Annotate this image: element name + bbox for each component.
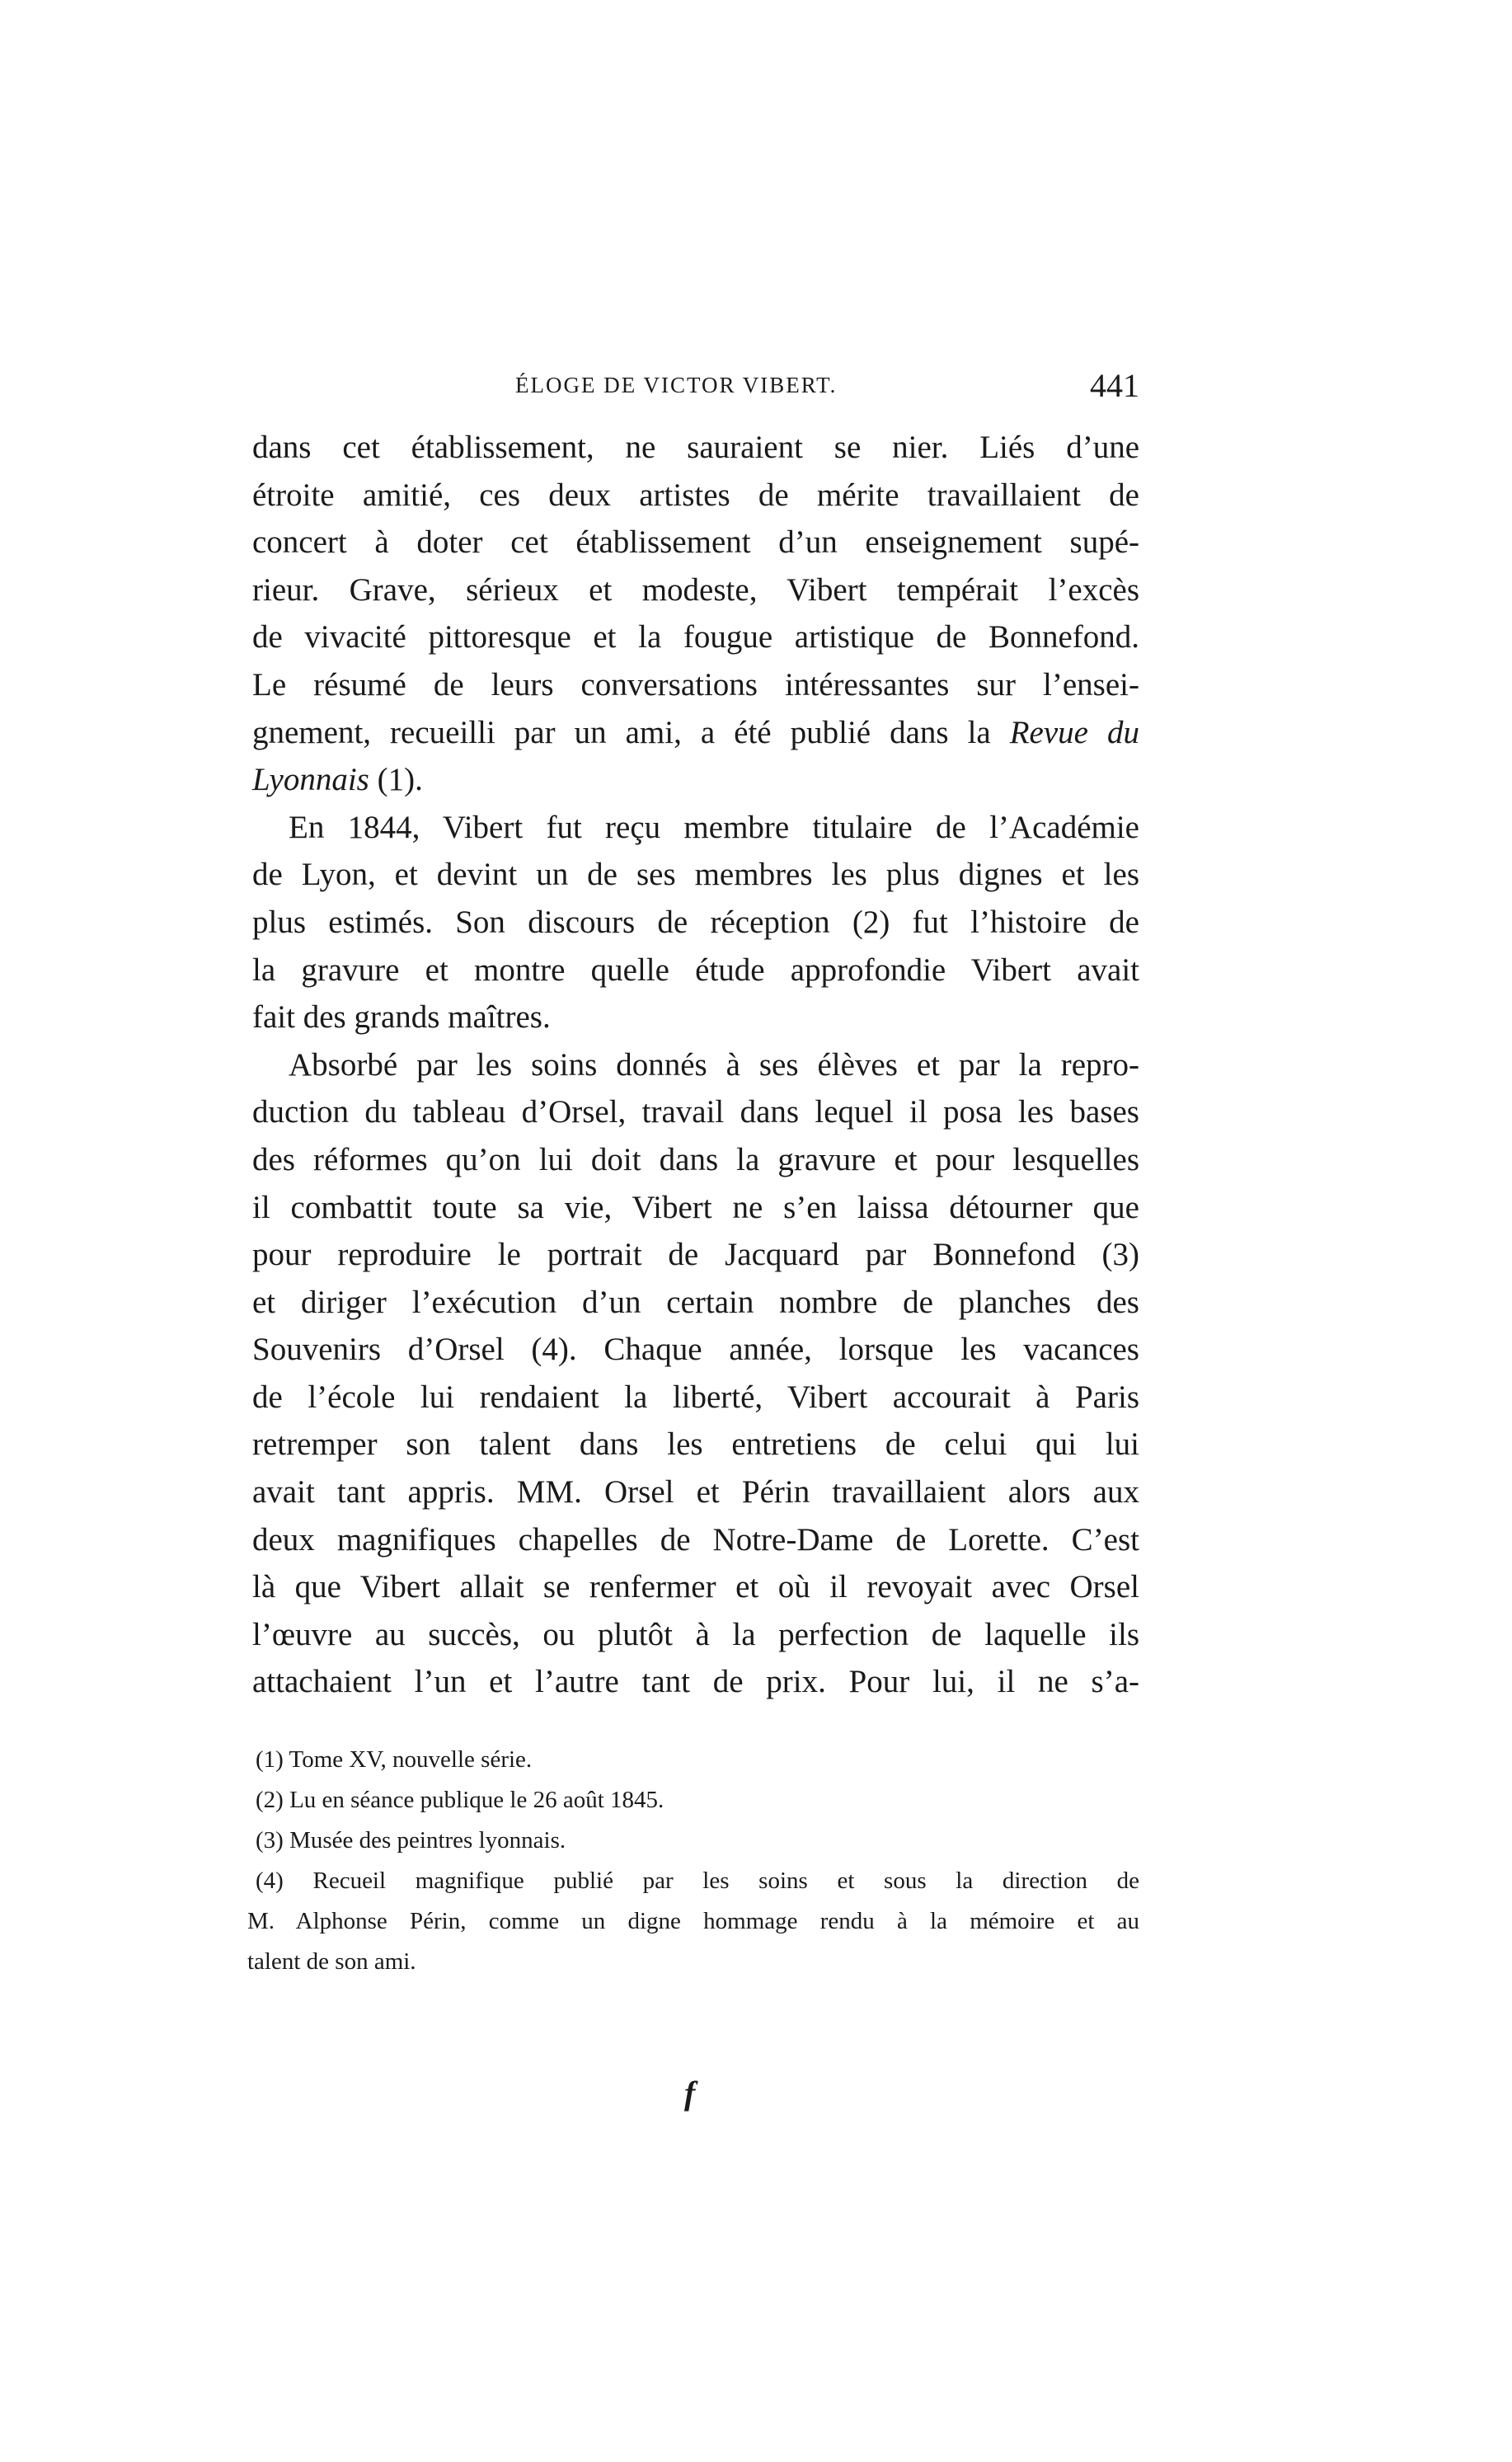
text-line [252, 1468, 1139, 1516]
text-segment: fait des grands maîtres. [252, 999, 551, 1036]
text-line [252, 994, 1139, 1041]
italic-title: Lyonnais [252, 762, 369, 798]
footnotes [247, 1740, 1139, 1982]
text-line [252, 899, 1139, 947]
stray-ink-mark: f [684, 2074, 696, 2112]
text-line [252, 1041, 1139, 1089]
text-segment: là que Vibert allait se renfermer et où il revoyait avec Orsel [252, 1569, 1139, 1605]
footnote-line: (1) Tome XV, nouvelle série. [256, 1746, 533, 1773]
text-segment: plus estimés. Son discours de réception (2) fut l’histoire de [252, 904, 1139, 940]
text-line [252, 1136, 1139, 1184]
text-line [252, 851, 1139, 899]
footnote-line: (4) Recueil magnifique publié par les soins et sous la direction de [256, 1868, 1139, 1894]
text-line [252, 709, 1139, 757]
text-line [252, 1374, 1139, 1421]
text-segment: de Lyon, et devint un de ses membres les plus dignes et les [252, 857, 1139, 893]
italic-title: Revue du [1009, 714, 1139, 750]
body-text [252, 424, 1139, 1706]
text-line [252, 613, 1139, 661]
text-segment: concert à doter cet établissement d’un enseignement supé- [252, 524, 1139, 561]
text-line [252, 1563, 1139, 1611]
text-segment: attachaient l’un et l’autre tant de prix. Pour lui, il ne s’a- [252, 1664, 1139, 1700]
text-segment: avait tant appris. MM. Orsel et Périn travaillaient alors aux [252, 1474, 1139, 1511]
text-line [252, 519, 1139, 566]
text-line [252, 804, 1139, 852]
text-segment: (1). [369, 762, 423, 798]
text-line [252, 1611, 1139, 1659]
text-line [252, 1658, 1139, 1706]
text-segment: la gravure et montre quelle étude approfondie Vibert avait [252, 951, 1139, 988]
footnote-line: (3) Musée des peintres lyonnais. [256, 1827, 566, 1854]
text-line [252, 947, 1139, 994]
footnote-line: talent de son ami. [247, 1948, 416, 1975]
footnote-line: (2) Lu en séance publique le 26 août 1845. [256, 1787, 664, 1813]
text-segment: gnement, recueilli par un ami, a été publié dans la [252, 714, 1010, 750]
text-segment: dans cet établissement, ne sauraient se nier. Liés d’une [252, 430, 1139, 465]
text-segment: l’œuvre au succès, ou plutôt à la perfection de laquelle ils [252, 1616, 1139, 1652]
text-segment: il combattit toute sa vie, Vibert ne s’en laissa détourner que [252, 1189, 1139, 1225]
text-line [252, 1231, 1139, 1279]
text-line [252, 1326, 1139, 1374]
text-line [252, 472, 1139, 519]
text-line [252, 661, 1139, 709]
text-line [252, 566, 1139, 614]
text-segment: Souvenirs d’Orsel (4). Chaque année, lorsque les vacances [252, 1332, 1139, 1368]
text-segment: et diriger l’exécution d’un certain nombre de planches des [252, 1284, 1139, 1320]
running-header [247, 367, 1139, 414]
text-segment: de l’école lui rendaient la liberté, Vibert accourait à Paris [252, 1379, 1139, 1415]
text-segment: des réformes qu’on lui doit dans la gravure et pour lesquelles [252, 1141, 1139, 1177]
text-line [252, 1184, 1139, 1232]
text-line [252, 1421, 1139, 1468]
text-segment: étroite amitié, ces deux artistes de mérite travaillaient de [252, 477, 1139, 513]
text-segment: rieur. Grave, sérieux et modeste, Vibert tempérait l’excès [252, 571, 1139, 608]
text-segment: pour reproduire le portrait de Jacquard par Bonnefond (3) [252, 1237, 1139, 1273]
text-line [252, 1279, 1139, 1327]
text-line [252, 1516, 1139, 1564]
text-segment: duction du tableau d’Orsel, travail dans lequel il posa les bases [252, 1094, 1139, 1130]
text-segment: de vivacité pittoresque et la fougue artistique de Bonnefond. [252, 619, 1139, 655]
text-line [252, 1088, 1139, 1136]
text-segment: Le résumé de leurs conversations intéressantes sur l’ensei- [252, 666, 1139, 702]
text-segment: En 1844, Vibert fut reçu membre titulaire de l’Académie [289, 809, 1139, 845]
text-segment: retremper son talent dans les entretiens de celui qui lui [252, 1426, 1139, 1463]
text-line [252, 756, 1139, 804]
text-line [252, 424, 1139, 472]
footnote-line: M. Alphonse Périn, comme un digne hommage rendu à la mémoire et au [247, 1908, 1139, 1934]
text-segment: Absorbé par les soins donnés à ses élèves et par la repro- [289, 1046, 1139, 1083]
text-segment: deux magnifiques chapelles de Notre-Dame de Lorette. C’est [252, 1521, 1139, 1558]
running-title: ÉLOGE DE VICTOR VIBERT. [515, 373, 838, 397]
page-number: 441 [1090, 367, 1139, 404]
